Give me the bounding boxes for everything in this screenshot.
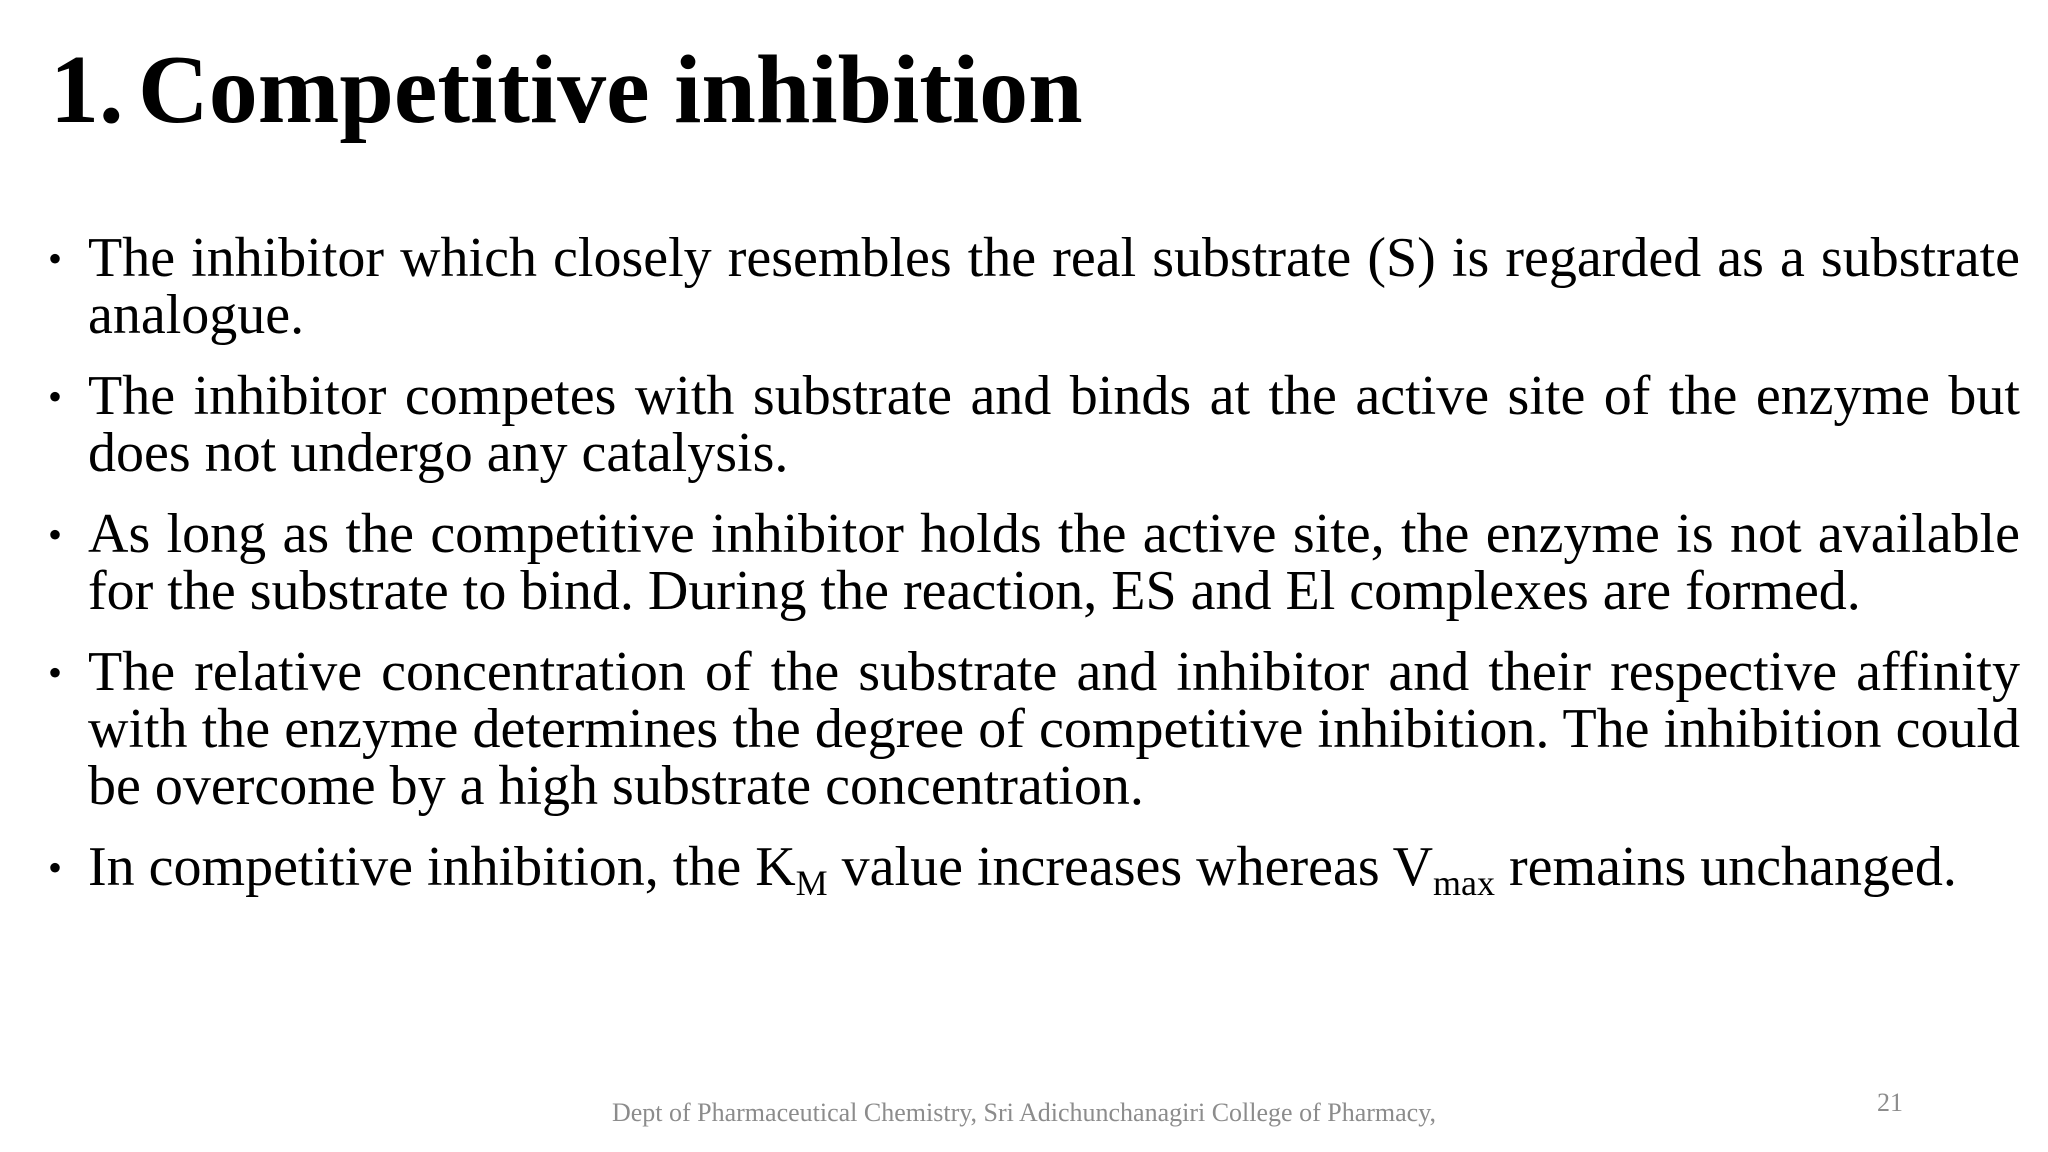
- slide-number: 21: [1877, 1088, 1903, 1117]
- km-subscript: M: [795, 863, 828, 903]
- vmax-text: value increases whereas V: [827, 836, 1434, 898]
- km-text: In competitive inhibition, the K: [88, 836, 796, 898]
- bullet-text: [88, 836, 1957, 903]
- bullet-text: The relative concentration of the substrate and inhibitor and their respective affinity with the enzyme determines the degree of competitive inhibition. The inhibition could be overcome by a high substrate concentration.: [88, 641, 2020, 817]
- bullet-item: [48, 641, 2020, 817]
- bullet-text: As long as the competitive inhibitor holds the active site, the enzyme is not available for the substrate to bind. During the reaction, ES and El complexes are formed.: [88, 503, 2020, 622]
- bullet-item: [48, 365, 2020, 484]
- bullet-item: [48, 227, 2020, 346]
- bullet-marker: •: [48, 650, 63, 695]
- bullet-item: [48, 503, 2020, 622]
- title-number: 1.: [50, 36, 124, 144]
- bullet-list: [48, 227, 2020, 920]
- bullet-marker: •: [48, 374, 63, 419]
- remains-text: remains unchanged.: [1495, 836, 1957, 898]
- vmax-subscript: max: [1433, 863, 1496, 903]
- bullet-text: The inhibitor which closely resembles the real substrate (S) is regarded as a substrate analogue.: [88, 227, 2020, 346]
- bullet-marker: •: [48, 845, 63, 890]
- slide-title: [50, 34, 1083, 147]
- slide-footer: Dept of Pharmaceutical Chemistry, Sri Adichunchanagiri College of Pharmacy,: [611, 1098, 1437, 1127]
- bullet-marker: •: [48, 236, 63, 281]
- bullet-item-km-vmax: [48, 836, 2020, 903]
- bullet-marker: •: [48, 512, 63, 557]
- title-text: Competitive inhibition: [138, 36, 1083, 144]
- bullet-text: The inhibitor competes with substrate and binds at the active site of the enzyme but does not undergo any catalysis.: [88, 365, 2020, 484]
